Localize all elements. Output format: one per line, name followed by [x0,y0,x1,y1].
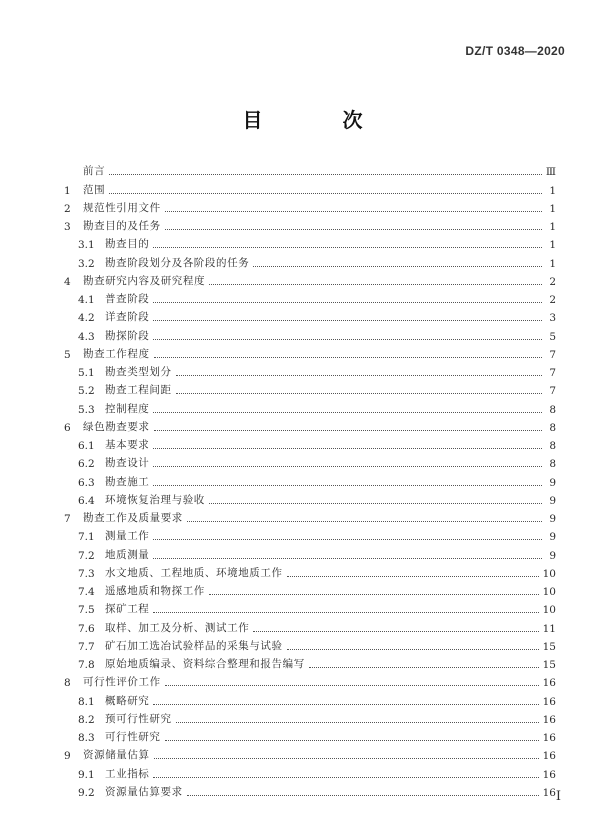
toc-leader-dots [253,265,542,267]
toc-entry-number: 6.2 [78,458,95,471]
toc-leader-dots [153,411,542,413]
toc-leader-dots [253,630,538,632]
toc-leader-dots [176,392,542,394]
toc-entry-label: 资源量估算要求 [105,785,183,798]
toc-entry-number: 7.2 [78,549,95,562]
toc-entry-number: 8.3 [78,732,95,744]
toc-entry-page: 7 [549,367,556,379]
toc-leader-dots [109,173,542,175]
toc-entry[interactable] [64,598,556,616]
toc-entry-label: 测量工作 [105,530,150,543]
toc-entry-page: 2 [549,294,556,306]
toc-entry-number: 7.8 [78,659,95,671]
toc-entry[interactable] [64,397,556,415]
toc-leader-dots [153,338,542,340]
toc-entry-number: 7.4 [78,586,95,598]
toc-entry-number: 6 [64,421,71,434]
toc-entry-label: 勘查阶段划分及各阶段的任务 [105,256,250,269]
toc-entry[interactable] [64,671,556,689]
toc-entry[interactable] [64,781,556,799]
toc-leader-dots [165,684,539,686]
toc-entry-page: 10 [542,567,556,580]
toc-entry[interactable] [64,233,556,251]
toc-leader-dots [153,447,542,449]
toc-leader-dots [153,465,542,467]
toc-leader-dots [153,246,542,248]
toc-entry-page: 7 [549,385,556,398]
toc-leader-dots [153,484,542,486]
toc-entry-label: 矿石加工选冶试验样品的采集与试验 [105,639,283,652]
toc-entry-label: 环境恢复治理与验收 [105,493,205,506]
toc-entry[interactable] [64,525,556,543]
toc-leader-dots [187,794,539,796]
table-of-contents [64,160,556,799]
toc-entry[interactable] [64,288,556,306]
toc-entry[interactable] [64,452,556,470]
toc-entry[interactable] [64,580,556,598]
toc-leader-dots [153,301,542,303]
toc-entry-number: 7.7 [78,640,95,653]
toc-entry-page: 16 [542,732,556,744]
toc-entry-number: 1 [64,184,71,197]
toc-entry-page: 16 [542,713,556,726]
toc-entry[interactable] [64,489,556,507]
toc-entry[interactable] [64,708,556,726]
toc-entry-label: 范围 [83,183,106,196]
toc-leader-dots [153,557,542,559]
toc-entry-page: 16 [542,786,556,799]
toc-entry-page: 1 [549,184,556,197]
toc-entry-number: 8 [64,677,71,690]
toc-leader-dots [176,374,542,376]
toc-entry[interactable] [64,361,556,379]
toc-entry-page: 11 [542,622,556,635]
toc-entry-number: 5.1 [78,367,95,379]
toc-entry-page: 3 [549,312,556,325]
toc-leader-dots [153,319,542,321]
toc-entry-number: 3.2 [78,257,95,270]
toc-entry-page: 10 [542,586,556,598]
toc-entry-number: 8.1 [78,695,95,708]
toc-entry-number: 9.2 [78,786,95,799]
toc-entry[interactable] [64,270,556,288]
toc-entry-page: 1 [549,239,556,252]
toc-entry-label: 探矿工程 [105,603,150,616]
toc-entry-label: 预可行性研究 [105,712,172,725]
toc-entry[interactable] [64,507,556,525]
toc-entry-number: 6.4 [78,494,95,507]
toc-entry-label: 可行性评价工作 [83,676,161,689]
toc-entry[interactable] [64,470,556,488]
toc-leader-dots [153,538,542,540]
toc-leader-dots [209,283,542,285]
toc-entry-label: 勘查设计 [105,457,150,470]
toc-entry-page: 8 [549,421,556,434]
toc-entry-label: 勘查研究内容及研究程度 [83,274,206,287]
toc-entry[interactable] [64,635,556,653]
toc-entry-page: 9 [549,531,556,544]
toc-leader-dots [153,776,538,778]
toc-entry-number: 7.1 [78,531,95,544]
toc-entry-page: 1 [549,202,556,215]
toc-entry[interactable] [64,160,556,178]
toc-entry-page: 1 [549,221,556,233]
toc-entry-number: 6.1 [78,440,95,452]
toc-entry-label: 工业指标 [105,767,150,780]
toc-entry-number: 2 [64,202,71,215]
toc-entry-number: 5.2 [78,385,95,398]
toc-entry-page: 8 [549,440,556,452]
toc-entry-page: 5 [549,330,556,343]
toc-leader-dots [153,703,538,705]
toc-entry-page: 16 [542,768,556,781]
toc-entry[interactable] [64,762,556,780]
toc-entry-label: 遥感地质和物探工作 [105,585,205,597]
toc-entry-number: 9.1 [78,768,95,781]
toc-entry-label: 普查阶段 [105,293,150,305]
toc-entry-page: 8 [549,403,556,416]
toc-entry-label: 勘查目的及任务 [83,220,161,232]
toc-entry-number: 5.3 [78,403,95,416]
toc-entry-label: 资源储量估算 [83,749,150,762]
toc-entry-label: 规范性引用文件 [83,201,161,214]
toc-entry[interactable] [64,726,556,744]
toc-entry-number: 7.3 [78,567,95,580]
toc-title: 目 次 [242,108,393,132]
toc-entry-number: 4.1 [78,294,95,306]
toc-leader-dots [187,520,542,522]
toc-entry-page: 7 [549,348,556,361]
toc-entry-number: 4 [64,275,71,288]
toc-entry-page: 8 [549,458,556,471]
toc-entry[interactable] [64,379,556,397]
toc-entry-label: 前言 [83,165,106,178]
toc-entry-label: 勘查施工 [105,475,150,488]
toc-leader-dots [209,502,542,504]
toc-entry-label: 控制程度 [105,402,150,415]
toc-leader-dots [287,575,539,577]
toc-entry-label: 详查阶段 [105,311,150,324]
toc-entry-number: 4.2 [78,312,95,325]
page-number: I [555,789,561,804]
toc-entry-label: 勘查类型划分 [105,366,172,378]
toc-entry-number: 4.3 [78,330,95,343]
toc-entry[interactable] [64,689,556,707]
toc-leader-dots [153,611,538,613]
toc-entry-label: 水文地质、工程地质、环境地质工作 [105,566,283,579]
toc-entry[interactable] [64,653,556,671]
toc-entry[interactable] [64,434,556,452]
toc-entry[interactable] [64,215,556,233]
toc-entry-label: 原始地质编录、资料综合整理和报告编写 [105,658,305,670]
toc-entry-page: 15 [542,640,556,653]
toc-entry-page: 2 [549,275,556,288]
toc-leader-dots [309,666,539,668]
toc-entry[interactable] [64,616,556,634]
toc-entry-page: 15 [542,659,556,671]
toc-entry-page: 16 [542,695,556,708]
toc-entry-page: 1 [549,257,556,270]
toc-entry-label: 勘探阶段 [105,329,150,342]
toc-leader-dots [165,210,542,212]
toc-entry-label: 地质测量 [105,548,150,561]
toc-leader-dots [154,429,542,431]
toc-entry-label: 可行性研究 [105,731,161,743]
toc-entry-label: 取样、加工及分析、测试工作 [105,621,250,634]
toc-entry-number: 5 [64,348,71,361]
toc-entry[interactable] [64,562,556,580]
toc-entry[interactable] [64,197,556,215]
toc-entry[interactable] [64,306,556,324]
toc-entry-page: 10 [542,604,556,617]
toc-entry[interactable] [64,543,556,561]
toc-entry-page: 9 [549,494,556,507]
toc-entry-label: 基本要求 [105,439,150,451]
toc-entry[interactable] [64,324,556,342]
toc-entry-number: 3 [64,221,71,233]
toc-leader-dots [287,648,539,650]
toc-entry-label: 勘查工作及质量要求 [83,512,183,524]
toc-entry[interactable] [64,416,556,434]
toc-entry-label: 勘查目的 [105,238,150,251]
toc-entry[interactable] [64,178,556,196]
toc-entry-number: 7.6 [78,622,95,635]
toc-entry-label: 绿色勘查要求 [83,420,150,433]
toc-leader-dots [109,192,542,194]
toc-entry-number: 7 [64,513,71,525]
toc-entry-number: 8.2 [78,713,95,726]
toc-leader-dots [165,228,542,230]
toc-entry-page: 9 [549,476,556,489]
toc-entry-label: 勘查工程间距 [105,384,172,397]
toc-entry-page: 16 [542,750,556,763]
toc-leader-dots [165,739,539,741]
standard-code: DZ/T 0348—2020 [465,44,565,58]
toc-entry-page: 9 [549,513,556,525]
toc-entry-number: 9 [64,750,71,763]
toc-leader-dots [154,356,542,358]
toc-leader-dots [209,593,539,595]
toc-leader-dots [154,757,539,759]
toc-entry[interactable] [64,251,556,269]
toc-entry-label: 概略研究 [105,694,150,707]
toc-entry-page: Ⅲ [545,166,556,179]
toc-entry-number: 7.5 [78,604,95,617]
toc-entry-page: 9 [549,549,556,562]
toc-leader-dots [176,721,539,723]
toc-entry[interactable] [64,343,556,361]
toc-entry-number: 6.3 [78,476,95,489]
toc-entry-page: 16 [542,677,556,690]
toc-entry-label: 勘查工作程度 [83,347,150,360]
toc-entry-number: 3.1 [78,239,95,252]
toc-entry[interactable] [64,744,556,762]
